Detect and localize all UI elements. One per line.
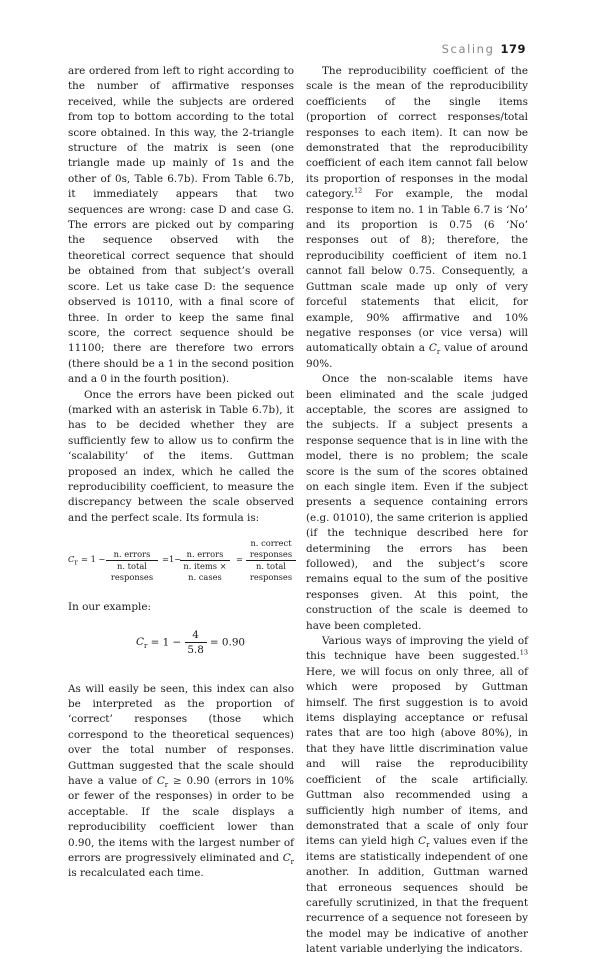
right-paragraph-2: Once the non-scalable items have been eliminated and the scale judged acceptable, the scores are assigned to the subjects. If a subject presents a response sequence that is in line with the model, there is no problem; the scale score is the sum of the scores obtained on each single item. Even if the subject presents a sequence containing errors (e.g. 01010), the same criterion is applied (if the technique described here for determining the errors has been followed), and the subject’s score remains equal to the sum of the positive responses given. At this point, the construction of the scale is deemed to have been completed.: [306, 373, 528, 632]
section-title: Scaling: [441, 42, 495, 56]
formula-fraction-1: n. errors n. total responses: [106, 549, 158, 583]
footnote-ref-12: 12: [354, 186, 363, 195]
example-label: In our example:: [68, 601, 151, 614]
formula-lhs: $C_r$: [68, 554, 78, 567]
right-paragraph-1: The reproducibility coefficient of the scale is the mean of the reproducibility coefficients of the single items (proportion of correct responses/total responses to each item). It can now be demonstrated that the reproducibility coefficient of each item cannot fall below its proportion of responses in the modal category.$^{12}$ For example, the modal response to item no. 1 in Table 6.7 is ‘No’ and its proportion is 0.75 (6 ‘No’ responses out of 8); therefore, the reproducibility coefficient of item no.1 cannot fall below 0.75. Consequently, a Guttman scale made up only of very forceful statements that elicit, for example, 90% affirmative and 10% negative responses (or vice versa) will automatically obtain a $C_r$ value of around 90%.: [306, 65, 528, 370]
example-fraction: $\frac{4}{5.8}$: [185, 628, 207, 657]
right-column: [306, 64, 528, 958]
formula-eq1: = 1 −: [81, 554, 106, 565]
footnote-ref-13: 13: [519, 648, 528, 657]
reproducibility-formula: [68, 538, 294, 594]
left-column: [68, 64, 294, 882]
right-paragraph-3: Various ways of improving the yield of this technique have been suggested.$^{13}$ Here, we will focus on only three, all of which were proposed by Guttman himself. The first suggestion is to avoid items displaying acceptance or refusal rates that are too high (above 80%), in that they have little discrimination value and will raise the reproducibility coefficient of the scale artificially. Guttman also recommended using a sufficiently high number of items, and demonstrated that a scale of only four items can yield high $C_r$ values even if the items are statistically independent of one another. In addition, Guttman warned that erroneous sequences should be carefully scrutinized, in that the frequent recurrence of a sequence not foreseen by the model may be indicative of another latent variable underlying the indicators.: [306, 635, 528, 956]
example-formula: [68, 618, 294, 674]
left-paragraph-3: As will easily be seen, this index can also be interpreted as the proportion of ‘correct’ responses (those which correspond to the theoretical sequences) over the total number of responses. Guttman suggested that the scale should have a value of $C_r \ge 0.90$ (errors in 10% or fewer of the responses) in order to be acceptable. If the scale displays a reproducibility coefficient lower than 0.90, the items with the largest number of errors are progressively eliminated and $C_r$ is recalculated each time.: [68, 682, 294, 880]
page-number: 179: [500, 42, 526, 56]
formula-fraction-2: n. errors n. items × n. cases: [180, 549, 230, 583]
formula-fraction-3: n. correct responses n. total responses: [246, 538, 296, 583]
left-paragraph-2: Once the errors have been picked out (marked with an asterisk in Table 6.7b), it has to be decided whether they are sufficiently few to allow us to confirm the ‘scalability’ of the items. Guttman proposed an index, which he called the reproducibility coefficient, to measure the discrepancy between the scale observed and the perfect scale. Its formula is:: [68, 388, 294, 524]
example-result: = 0.90: [209, 636, 246, 649]
example-lhs: $C_r$: [136, 636, 148, 651]
formula-eq3: =: [236, 554, 243, 565]
example-eq1: = 1 −: [150, 636, 182, 649]
formula-eq2: =1−: [162, 554, 182, 565]
left-paragraph-1: are ordered from left to right according to the number of affirmative responses received, while the subjects are ordered from top to bottom according to the total score obtained. In this way, the 2-triangle structure of the matrix is seen (one triangle made up mainly of 1s and the other of 0s, Table 6.7b). From Table 6.7b, it immediately appears that two sequences are wrong: case D and case G. The errors are picked out by comparing the sequence observed with the theoretical correct sequence that should be obtained from that subject’s overall score. Let us take case D: the sequence observed is 10110, with a final score of three. In order to keep the same final score, the correct sequence should be 11100; there are therefore two errors (there should be a 1 in the second position and a 0 in the fourth position).: [68, 65, 294, 386]
running-header: [442, 42, 526, 56]
